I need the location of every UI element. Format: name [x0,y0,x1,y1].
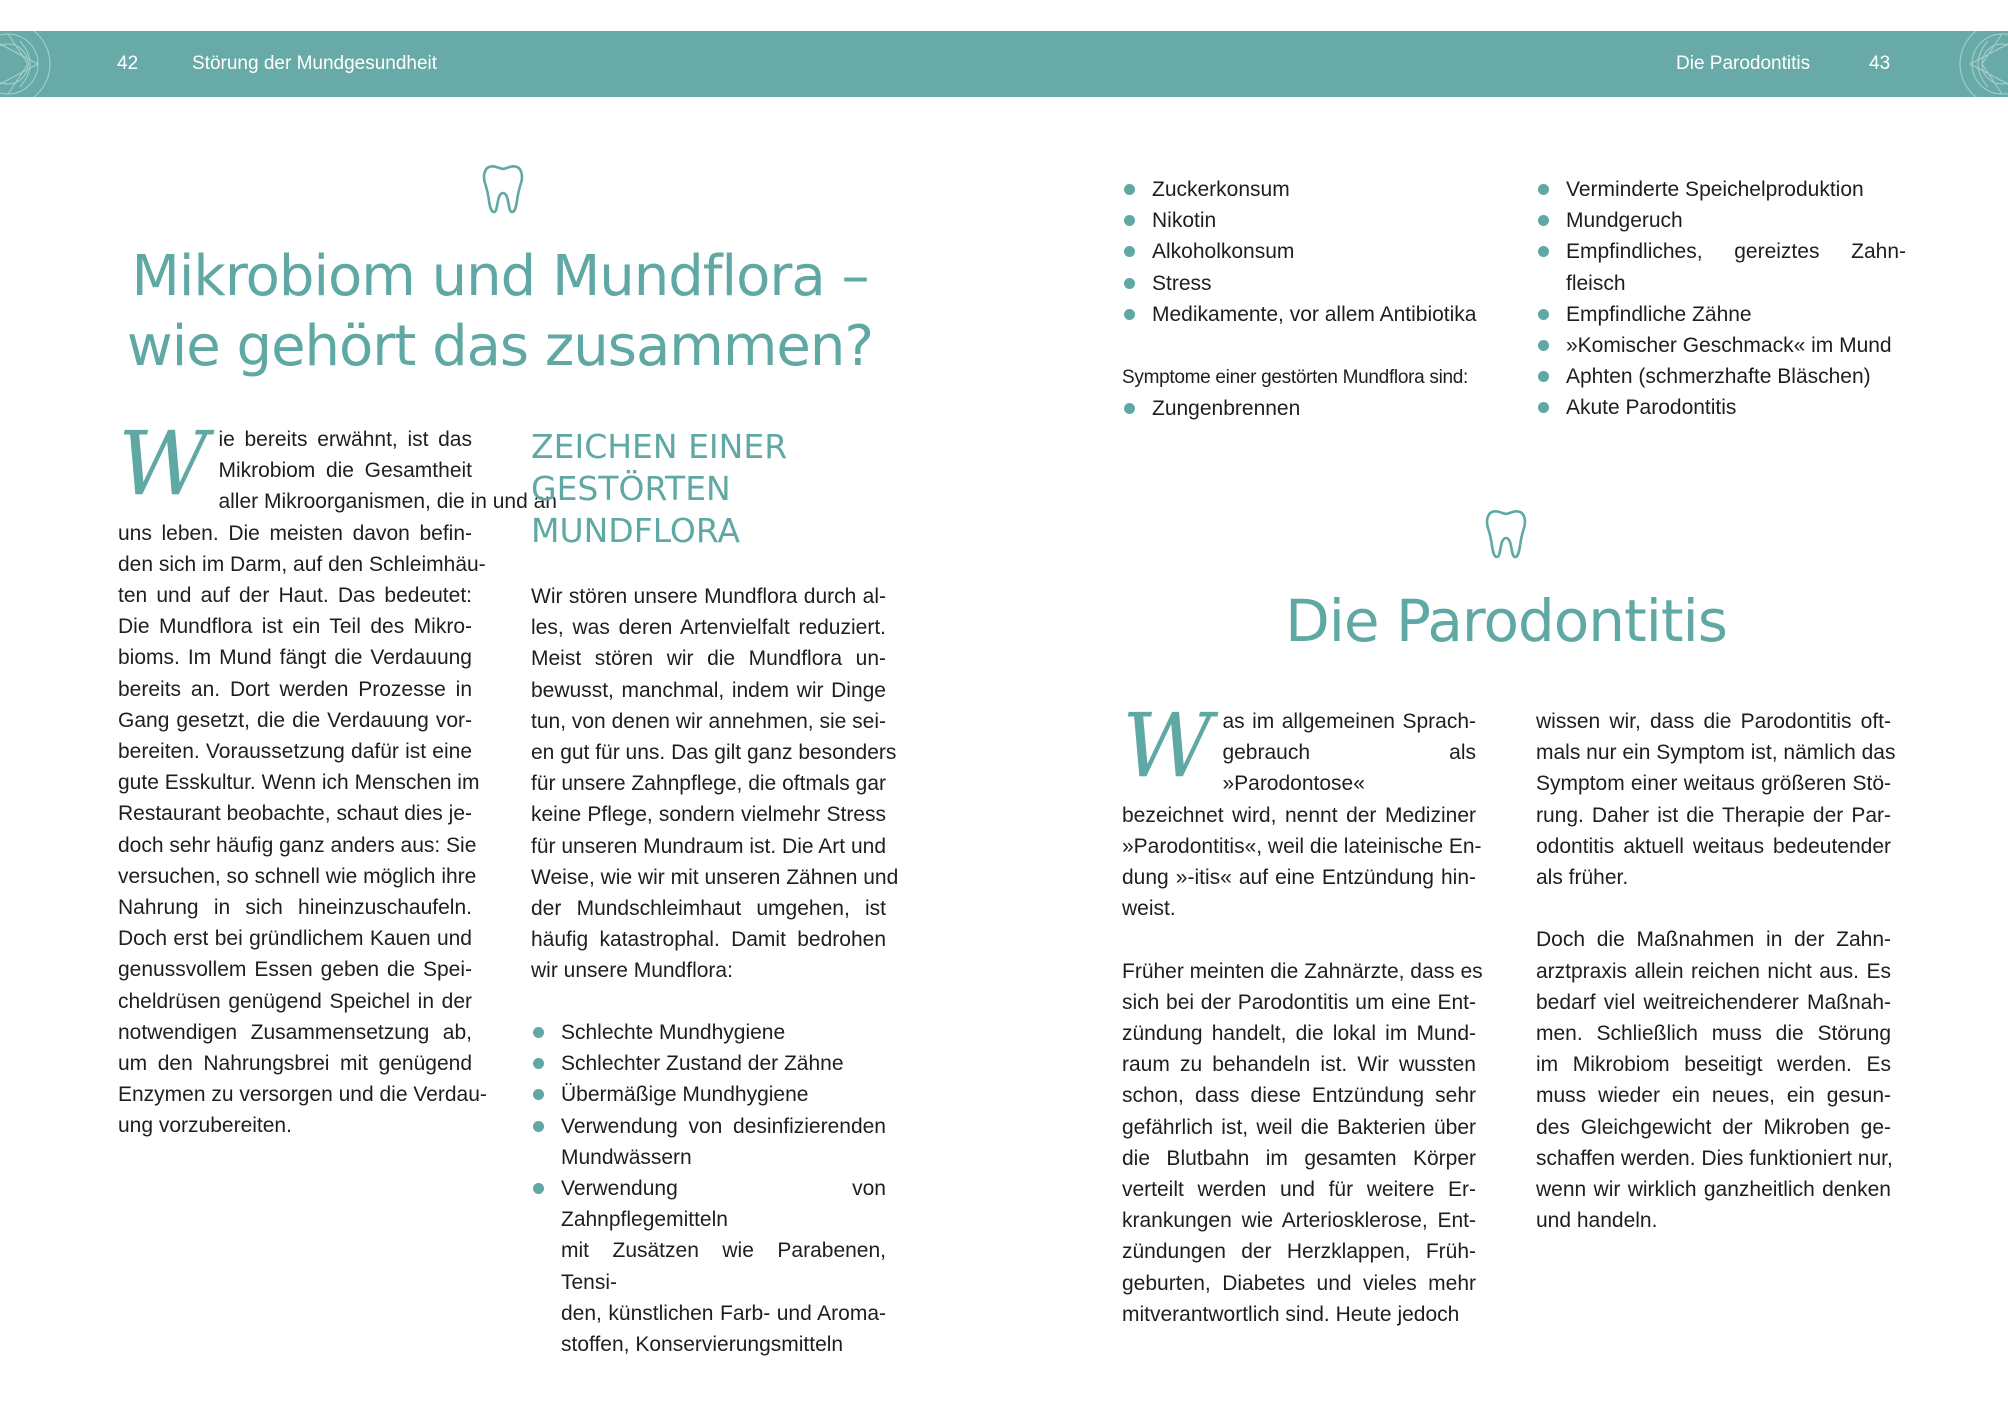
list-item-line: Schlechte Mundhygiene [561,1021,786,1044]
text-line: versuchen, so schnell wie möglich ihre [118,864,477,888]
text-line: wir unsere Mundflora: [531,959,733,983]
text-line: wissen wir, dass die Parodontitis oft- [1536,710,1891,733]
list-item [1536,174,1906,205]
list-item-line: fleisch [1566,271,1626,295]
text-line: bedarf viel weitreichenderer Maßnah- [1536,990,1891,1014]
text-line: Symptom einer weitaus größeren Stö- [1536,772,1891,796]
symptoms-label: Symptome einer gestörten Mundflora sind: [1122,367,1469,388]
text-line: krankungen wie Arteriosklerose, Ent- [1122,1209,1476,1233]
list-item [531,1111,886,1173]
disruptor-list [531,1017,886,1360]
list-item [1536,236,1906,298]
text-line: weist. [1122,897,1176,921]
list-item [531,1048,886,1079]
right-page-title: Die Parodontitis [1285,587,1727,655]
text-line: schaffen werden. Dies funktioniert nur, [1536,1146,1893,1170]
list-item-line: Mundgeruch [1566,209,1683,233]
list-item [1536,361,1906,392]
text-line: muss wieder ein neues, ein gesun- [1536,1084,1891,1108]
text-line: arztpraxis allein reichen nicht aus. Es [1536,959,1891,983]
list-item-line: Empfindliches, gereiztes Zahn- [1566,240,1906,264]
text-line: men. Schließlich muss die Störung [1536,1022,1891,1046]
symptoms-list-col1 [1122,393,1492,424]
symptoms-list-col2 [1536,174,1906,424]
text-line: notwendigen Zusammensetzung ab, [118,1020,472,1044]
title-line-2: wie gehört das zusammen? [126,314,874,379]
text-line: mitverantwortlich sind. Heute jedoch [1122,1302,1460,1326]
list-item-line: Mundwässern [561,1145,692,1169]
text-line: Doch erst bei gründlichem Kauen und [118,927,472,951]
list-item [531,1079,886,1110]
text-line: die Blutbahn im gesamten Körper [1122,1146,1476,1170]
text-line: mals nur ein Symptom ist, nämlich das [1536,741,1896,765]
list-item [1122,268,1492,299]
list-item-line: stoffen, Konservierungsmitteln [561,1333,844,1357]
list-item [1122,236,1492,267]
text-line: Mikrobiom die Gesamtheit [218,459,472,483]
text-line: sich bei der Parodontitis um eine Ent- [1122,990,1476,1014]
list-item-line: Verwendung von Zahnpflegemitteln [561,1177,886,1232]
mandala-ornament-left-icon [0,31,70,97]
text-line: gute Esskultur. Wenn ich Menschen im [118,771,480,795]
text-line: zündung handelt, die lokal im Mund- [1122,1022,1476,1046]
text-line: für unsere Zahnpflege, die oftmals gar [531,772,886,796]
list-item-line: »Komischer Geschmack« im Mund [1566,334,1892,358]
text-line: Die Mundflora ist ein Teil des Mikro- [118,615,472,639]
text-line: genussvollem Essen geben die Spei- [118,958,472,982]
list-item-line: Akute Parodontitis [1566,396,1737,420]
right-section-title: Die Parodontitis [1676,53,1811,74]
text-line: dung »-itis« auf eine Entzündung hin- [1122,866,1476,890]
list-item [1122,393,1492,424]
text-line: Gang gesetzt, die die Verdauung vor- [118,708,472,732]
list-item-line: Empfindliche Zähne [1566,302,1752,326]
text-line: cheldrüsen genügend Speichel in der [118,989,472,1013]
list-item-line: Zuckerkonsum [1152,178,1290,201]
signs-paragraph [531,581,899,987]
list-item [531,1017,886,1048]
text-line: bezeichnet wird, nennt der Mediziner [1122,803,1476,827]
drop-cap: W [118,412,209,515]
text-line: und handeln. [1536,1209,1658,1233]
right-page-number: 43 [1869,53,1891,74]
list-item-line: Übermäßige Mundhygiene [561,1083,809,1107]
text-line: bereiten. Voraussetzung dafür ist eine [118,740,472,764]
text-line: um den Nahrungsbrei mit genügend [118,1052,472,1076]
text-line: uns leben. Die meisten davon befin- [118,521,472,545]
heading-line: ZEICHEN EINER [531,427,788,466]
left-page-title [120,242,880,382]
text-line: keine Pflege, sondern vielmehr Stress [531,803,886,827]
paragraph-gap [1122,924,1476,955]
list-item-line: Alkoholkonsum [1152,240,1295,264]
text-line: Früher meinten die Zahnärzte, dass es [1122,959,1483,983]
list-item-line: Schlechter Zustand der Zähne [561,1052,844,1076]
text-line: der Mundschleimhaut umgehen, ist [531,897,886,921]
tooth-icon [1484,508,1528,560]
text-line: verteilt werden und für weitere Er- [1122,1178,1476,1202]
text-line: les, was deren Artenvielfalt reduziert. [531,616,886,640]
text-line: als früher. [1536,866,1629,890]
text-line: Weise, wie wir mit unseren Zähnen und [531,865,899,889]
text-line: wenn wir wirklich ganzheitlich denken [1536,1178,1891,1202]
title-line-1: Mikrobiom und Mundflora – [131,244,869,309]
paragraph-gap [1536,893,1891,924]
text-line: Wir stören unsere Mundflora durch al- [531,585,886,608]
text-line: geburten, Diabetes und vieles mehr [1122,1271,1476,1295]
text-line: tun, von denen wir annehmen, sie sei- [531,709,886,733]
text-line: en gut für uns. Das gilt ganz besonders [531,741,897,765]
text-line: Enzymen zu versorgen und die Verdau- [118,1083,487,1107]
intro-paragraph [118,412,557,1142]
text-line: Nahrung in sich hineinzuschaufeln. [118,896,472,920]
text-line: bioms. Im Mund fängt die Verdauung [118,646,472,670]
running-header [0,31,2008,97]
text-line: as im allgemeinen Sprach- [1222,710,1476,733]
heading-line: MUNDFLORA [531,511,741,550]
text-line: rung. Daher ist die Therapie der Par- [1536,803,1891,827]
drop-cap: W [1122,694,1213,797]
text-line: schon, dass diese Entzündung sehr [1122,1084,1476,1108]
parodontitis-column-2 [1536,706,1896,1236]
text-line: gefährlich ist, weil die Bakterien über [1122,1115,1476,1139]
list-item-line: den, künstlichen Farb- und Aroma- [561,1301,886,1325]
text-line: Doch die Maßnahmen in der Zahn- [1536,928,1891,952]
list-item-line: Zungenbrennen [1152,397,1301,420]
text-line: »Parodontitis«, weil die lateinische En- [1122,834,1482,858]
list-item-line: Verminderte Speichelproduktion [1566,178,1864,201]
tooth-icon [481,163,525,215]
text-line: im Mikrobiom beseitigt werden. Es [1536,1053,1891,1077]
list-item [1536,205,1906,236]
text-line: häufig katastrophal. Damit bedrohen [531,928,886,952]
text-line: Restaurant beobachte, schaut dies je- [118,802,472,826]
list-item-line: mit Zusätzen wie Parabenen, Tensi- [561,1239,886,1294]
text-line: raum zu behandeln ist. Wir wussten [1122,1053,1476,1077]
text-line: doch sehr häufig ganz anders aus: Sie [118,833,477,857]
list-item [1122,205,1492,236]
list-item [1536,299,1906,330]
list-item [1122,299,1492,330]
heading-line: GESTÖRTEN [531,469,731,508]
text-line: für unseren Mundraum ist. Die Art und [531,834,886,858]
text-line: gebrauch als »Parodontose« [1222,741,1476,796]
list-item-line: Stress [1152,271,1212,295]
text-line: ten und auf der Haut. Das bedeutet: [118,584,472,608]
mandala-ornament-right-icon [1912,31,2008,97]
parodontitis-column-1 [1122,694,1483,1330]
text-line: bereits an. Dort werden Prozesse in [118,677,472,701]
list-item [1536,392,1906,423]
list-item [1536,330,1906,361]
list-item-line: Nikotin [1152,209,1217,233]
left-section-title: Störung der Mundgesundheit [192,53,438,74]
text-line: bewusst, manchmal, indem wir Dinge [531,678,886,702]
text-line: aller Mikroorganismen, die in und an [218,490,557,514]
list-item-line: Verwendung von desinfizierenden [561,1114,886,1138]
text-line: ung vorzubereiten. [118,1114,292,1138]
list-item [1122,174,1492,205]
text-line: odontitis aktuell weitaus bedeutender [1536,834,1891,858]
disruptor-list-continued [1122,174,1492,330]
text-line: des Gleichgewicht der Mikroben ge- [1536,1115,1891,1139]
text-line: ie bereits erwähnt, ist das [218,428,472,451]
left-page-number: 42 [117,53,139,74]
section-heading-signs [531,426,787,552]
text-line: Meist stören wir die Mundflora un- [531,647,886,671]
text-line: den sich im Darm, auf den Schleimhäu- [118,552,486,576]
list-item [531,1173,886,1360]
text-line: zündungen der Herzklappen, Früh- [1122,1240,1476,1264]
list-item-line: Medikamente, vor allem Antibiotika [1152,302,1477,326]
list-item-line: Aphten (schmerzhafte Bläschen) [1566,365,1871,389]
